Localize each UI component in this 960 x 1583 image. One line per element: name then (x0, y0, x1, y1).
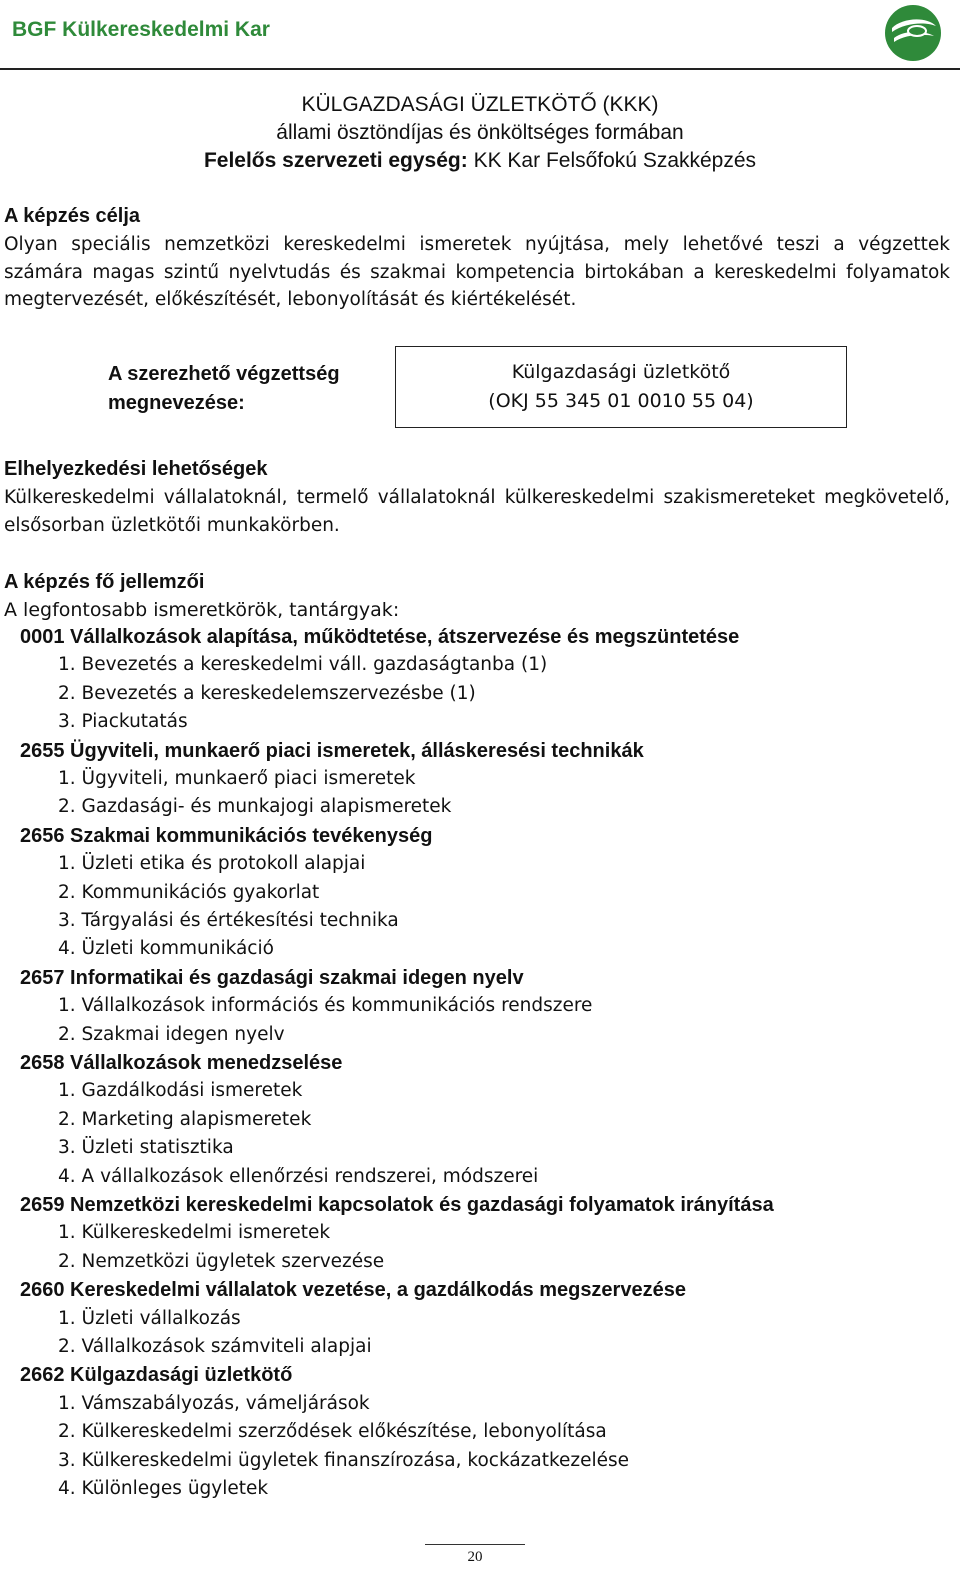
responsible-unit (0, 149, 960, 173)
subject-item: 2. Szakmai idegen nyelv (58, 1023, 285, 1045)
subject-item: 1. Külkereskedelmi ismeretek (58, 1222, 331, 1244)
subject-item: 3. Piackutatás (58, 711, 188, 733)
program-title: KÜLGAZDASÁGI ÜZLETKÖTŐ (KKK) (301, 93, 659, 116)
subject-title: 2658 Vállalkozások menedzselése (20, 1052, 343, 1074)
features-intro: A legfontosabb ismeretkörök, tantárgyak: (4, 599, 400, 621)
qualification-label-line1: A szerezhető végzettség (108, 363, 340, 385)
subject-item: 2. Kommunikációs gyakorlat (58, 881, 320, 903)
qualification-box (395, 346, 847, 428)
features-heading: A képzés fő jellemzői (4, 571, 205, 593)
subject-item: 1. Üzleti etika és protokoll alapjai (58, 853, 366, 875)
qualification-value-line2: (OKJ 55 345 01 0010 55 04) (488, 390, 754, 412)
subject-item: 2. Külkereskedelmi szerződések előkészítése, lebonyolítása (58, 1421, 607, 1443)
subject-title: 2660 Kereskedelmi vállalatok vezetése, a gazdálkodás megszervezése (20, 1279, 686, 1302)
subject-item: 4. Üzleti kommunikáció (58, 938, 274, 960)
subject-title: 2655 Ügyviteli, munkaerő piaci ismeretek, álláskeresési technikák (20, 739, 644, 762)
subject-item: 2. Nemzetközi ügyletek szervezése (58, 1250, 385, 1272)
subject-item: 3. Üzleti statisztika (58, 1137, 234, 1159)
subject-item: 1. Vállalkozások információs és kommunikációs rendszere (58, 995, 593, 1017)
subject-item: 1. Gazdálkodási ismeretek (58, 1080, 303, 1102)
subject-item: 4. A vállalkozások ellenőrzési rendszerei, módszerei (58, 1165, 539, 1187)
subject-item: 1. Üzleti vállalkozás (58, 1307, 241, 1329)
subject-title: 0001 Vállalkozások alapítása, működtetése, átszervezése és megszüntetése (20, 626, 740, 648)
subject-title: 2662 Külgazdasági üzletkötő (20, 1364, 293, 1387)
goal-text: Olyan speciális nemzetközi kereskedelmi ismeretek nyújtása, mely lehetővé teszi a végzettek számára magas szintű nyelvtudás és szakmai kompetencia birtokában a kereskedelmi folyamatok megtervezését, előkészítését, lebonyolítását és kiértékelését. (4, 234, 950, 310)
subject-item: 4. Különleges ügyletek (58, 1478, 269, 1499)
responsible-unit-value: KK Kar Felsőfokú Szakképzés (473, 149, 757, 172)
header-title: BGF Külkereskedelmi Kar (12, 18, 270, 41)
employment-text: Külkereskedelmi vállalatoknál, termelő vállalatoknál külkereskedelmi szakismereteket megkövetelő, elsősorban üzletkötői munkakörben. (4, 487, 950, 536)
subject-item: 3. Tárgyalási és értékesítési technika (58, 910, 399, 931)
subject-item: 2. Gazdasági- és munkajogi alapismeretek (58, 796, 452, 818)
footer-divider (425, 1544, 525, 1545)
qualification-label (108, 360, 340, 418)
subject-item: 1. Ügyviteli, munkaerő piaci ismeretek (58, 768, 416, 789)
subject-item: 1. Bevezetés a kereskedelmi váll. gazdaságtanba (1) (58, 654, 548, 676)
page-header (0, 0, 960, 66)
institution-logo-icon (884, 4, 942, 62)
qualification-value-line1: Külgazdasági üzletkötő (511, 361, 731, 383)
goal-heading: A képzés célja (4, 205, 141, 227)
subject-title: 2659 Nemzetközi kereskedelmi kapcsolatok és gazdasági folyamatok irányítása (20, 1194, 774, 1216)
employment-heading: Elhelyezkedési lehetőségek (4, 458, 268, 480)
subject-item: 2. Bevezetés a kereskedelemszervezésbe (1) (58, 682, 476, 704)
page-number: 20 (467, 1549, 483, 1565)
subject-item: 1. Vámszabályozás, vámeljárások (58, 1392, 370, 1414)
subject-item: 3. Külkereskedelmi ügyletek finanszírozása, kockázatkezelése (58, 1449, 630, 1471)
subject-title: 2656 Szakmai kommunikációs tevékenység (20, 824, 433, 847)
program-forms: állami ösztöndíjas és önköltséges formában (276, 121, 684, 144)
qualification-label-line2: megnevezése: (108, 392, 245, 414)
responsible-unit-label: Felelős szervezeti egység: (203, 149, 468, 172)
header-divider (0, 68, 960, 70)
subject-title: 2657 Informatikai és gazdasági szakmai idegen nyelv (20, 966, 524, 989)
subject-item: 2. Marketing alapismeretek (58, 1108, 312, 1130)
subject-item: 2. Vállalkozások számviteli alapjai (58, 1336, 372, 1357)
